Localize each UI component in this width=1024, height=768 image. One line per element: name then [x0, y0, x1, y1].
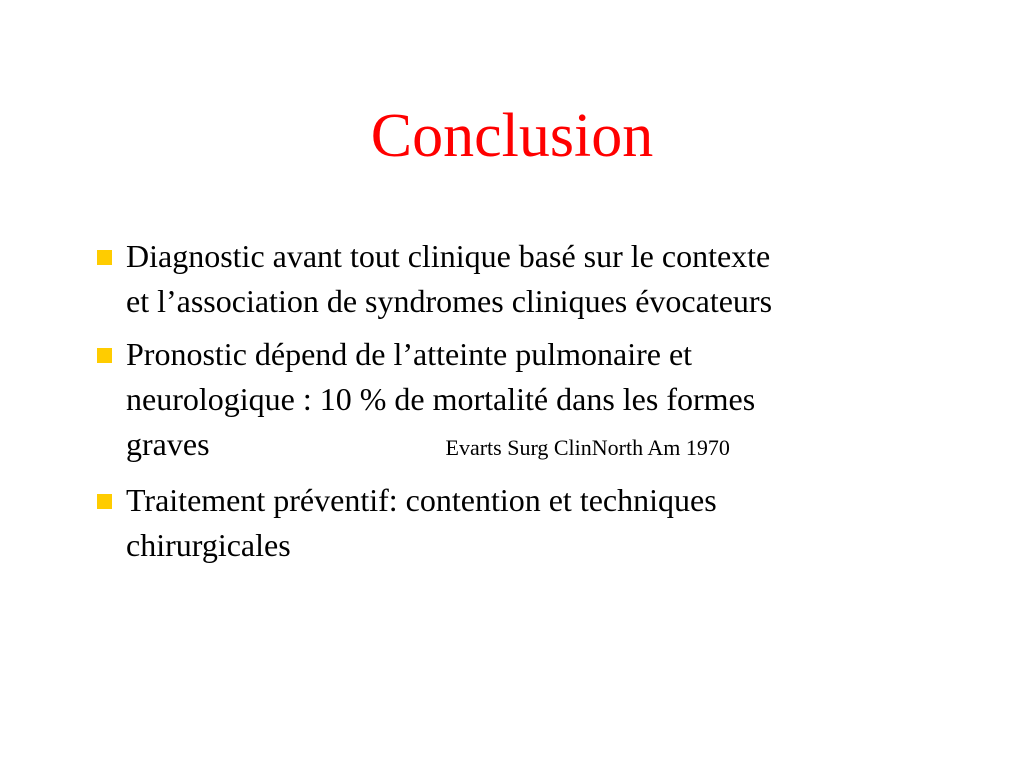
- square-bullet-icon: [97, 250, 112, 265]
- bullet-text-line: Pronostic dépend de l’atteinte pulmonaire et: [126, 336, 693, 372]
- bullet-text-line: chirurgicales: [126, 527, 291, 563]
- square-bullet-icon: [97, 348, 112, 363]
- bullet-text-line: neurologique : 10 % de mortalité dans les formes: [126, 381, 756, 417]
- bullet-item-pronostic: [95, 332, 955, 470]
- bullet-item-traitement: [95, 478, 955, 568]
- bullet-text-line-with-reference: [126, 422, 955, 470]
- citation-reference: Evarts Surg ClinNorth Am 1970: [445, 435, 730, 460]
- bullet-text-segment: graves: [126, 426, 210, 462]
- bullet-item-diagnostic: [95, 234, 955, 324]
- bullet-list: [95, 234, 955, 576]
- bullet-text-line: Traitement préventif: contention et techniques: [126, 482, 717, 518]
- bullet-text-line: et l’association de syndromes cliniques évocateurs: [126, 283, 773, 319]
- bullet-text-line: Diagnostic avant tout clinique basé sur le contexte: [126, 238, 771, 274]
- slide-title: Conclusion: [370, 102, 654, 170]
- square-bullet-icon: [97, 494, 112, 509]
